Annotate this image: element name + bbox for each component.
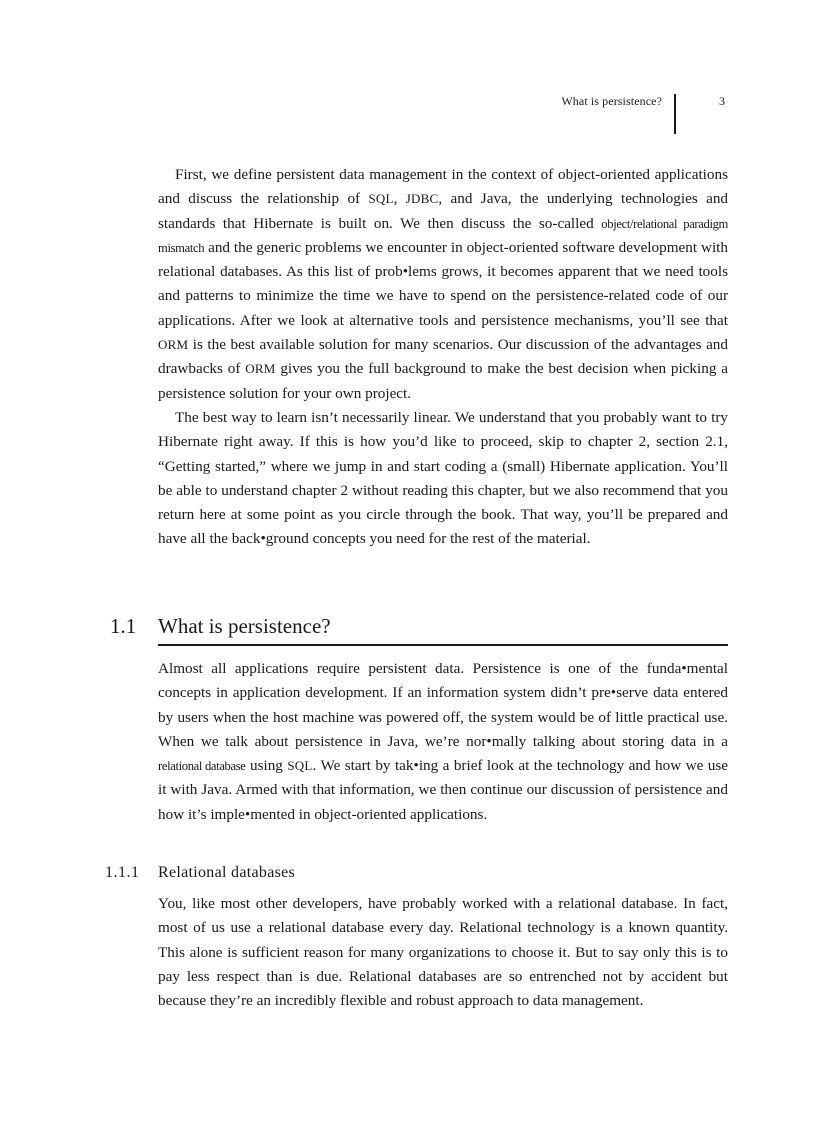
- section-rule: [158, 644, 728, 646]
- running-head-divider: [674, 94, 676, 134]
- text-run: Almost all applications require persistent data. Persistence is one of the funda•mental concepts in application development. If an information system didn’t pre•serve data entered by users when the host machine was powered off, the system would be of little practical use. When we talk about persistence in Java, we’re nor•mally talking about storing data in a: [158, 660, 728, 750]
- term-jdbc: JDBC: [405, 191, 439, 207]
- text-run: , and Java, the underlying technologies and standards that Hibernate is built on. We then discuss the so-called: [158, 190, 729, 232]
- term-sql: SQL: [368, 191, 394, 207]
- subsection-paragraph: You, like most other developers, have probably worked with a relational database. In fact, most of us use a relational database every day. Relational technology is a known quantity. This alone is sufficient reason for many organizations to choose it. But to say only this is to pay less respect than is due. Relational databases are so entrenched not by accident but because they’re an incredibly flexible and robust approach to data management.: [158, 895, 728, 1010]
- text-run: ,: [393, 190, 406, 208]
- text-run: First, we define persistent data management in the context of object-oriented applications and discuss the relationship of: [158, 166, 728, 208]
- running-head: [0, 92, 816, 136]
- term-relational-database: relational database: [158, 759, 246, 774]
- term-sql: SQL: [287, 758, 313, 774]
- text-run: . We start by tak•ing a brief look at the technology and how we use it with Java. Armed with that information, we then continue our discussion of persistence and how it’s imple•mented in object-oriented applications.: [158, 757, 728, 823]
- intro-paragraph-2: The best way to learn isn’t necessarily linear. We understand that you probably want to try Hibernate right away. If this is how you’d like to proceed, skip to chapter 2, section 2.1, “Getting started,” where we jump in and start coding a (small) Hibernate application. You’ll be able to understand chapter 2 without reading this chapter, but we also recommend that you return here at some point as you circle through the book. That way, you’ll be prepared and have all the back•ground concepts you need for the rest of the material.: [158, 408, 728, 548]
- section-paragraph: [158, 657, 728, 827]
- term-orm: ORM: [158, 337, 189, 353]
- subsection-number: 1.1.1: [105, 864, 140, 881]
- subsection-text: [158, 892, 728, 1013]
- running-head-title: What is persistence?: [561, 94, 662, 108]
- intro-paragraph-1: [158, 163, 728, 406]
- term-paradigm-mismatch: object/relational paradigm mismatch: [158, 216, 729, 255]
- term-orm: ORM: [245, 361, 276, 377]
- subsection-heading: [0, 863, 816, 889]
- intro-text: [158, 163, 728, 552]
- text-run: using: [245, 757, 288, 775]
- section-number: 1.1: [110, 614, 137, 638]
- section-text: [158, 657, 728, 827]
- subsection-title: Relational databases: [158, 864, 296, 881]
- text-run: is the best available solution for many scenarios. Our discussion of the advantages and drawbacks of: [158, 336, 728, 378]
- section-heading: [0, 612, 816, 646]
- text-run: gives you the full background to make the best decision when picking a persistence solution for your own project.: [158, 360, 728, 402]
- text-run: and the generic problems we encounter in object-oriented software development with relational databases. As this list of prob•lems grows, it becomes apparent that we need tools and patterns to minimize the time we have to spend on the persistence-related code of our applications. After we look at alternative tools and persistence mechanisms, you’ll see that: [158, 238, 728, 329]
- page-number: 3: [719, 94, 725, 108]
- section-title: What is persistence?: [158, 614, 331, 638]
